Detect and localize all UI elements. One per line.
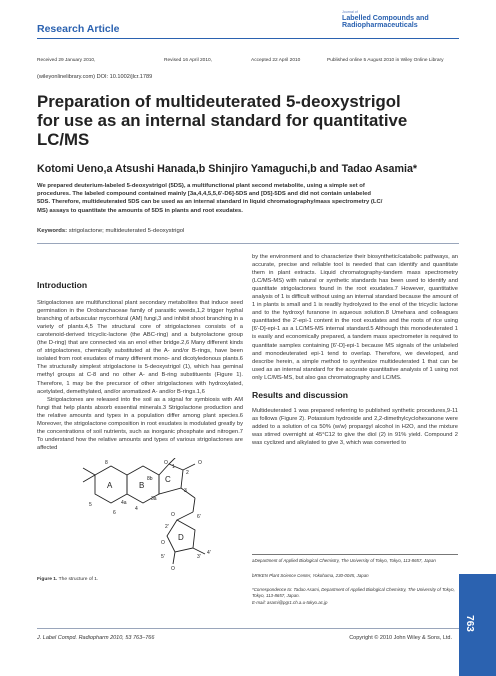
article-title — [37, 92, 462, 150]
received-date: Received 29 January 2010, — [37, 58, 96, 63]
revised-date: Revised 16 April 2010, — [164, 58, 212, 63]
atom-label: O — [171, 566, 175, 570]
keywords-label: Keywords: — [37, 228, 68, 234]
footnote-rule — [252, 554, 458, 555]
ring-label: B — [139, 481, 145, 490]
accepted-date: Accepted 22 April 2010 — [251, 58, 301, 63]
footnote-affiliation-a: aDepartment of Applied Biological Chemistry, The University of Tokyo, Tokyo, 113-8657, Japan — [252, 558, 436, 563]
atom-label: 5 — [89, 502, 92, 508]
atom-label: 1 — [172, 464, 175, 470]
atom-label: 3' — [197, 554, 201, 560]
footer-citation: J. Label Compd. Radiopharm 2010, 53 763–766 — [37, 635, 155, 641]
figure-caption-text: The structure of 1. — [58, 577, 99, 582]
results-heading: Results and discussion — [252, 389, 348, 400]
figure-caption-label: Figure 1. — [37, 577, 58, 582]
header-rule — [37, 38, 459, 39]
abstract-line: procedures. The labeled compound contained mainly [3a,4,4,5,5,6'-D6]-5DS and [D5]-5DS and did not contain unlabeled — [37, 191, 371, 198]
atom-label: 4a — [121, 500, 127, 506]
divider — [37, 243, 459, 244]
atom-label: 3a — [151, 496, 157, 502]
title-line: for use as an internal standard for quantitative — [37, 111, 408, 131]
body-paragraph: by the environment and to characterize their biosynthetic/catabolic pathways, an accurate, precise and reliable tool is needed that can identify and quantitate them in plant extracts. Liquid chromatography-tandem mass spectrometry (LC/MS-MS) with natural or synthetic standards has been used to identify and quantitate strigolactones found in the root exudates.7 However, quantitative analysis of 1 is difficult without using an internal standard because the amount of 1 in plants is small and 1 is readily hydrolyzed to the enol of the tricyclic lactone and to the hydroxyl furanone in aqueous solution.8 Umehara and colleagues quantitated the 2'-epi-1 content in the root exudates and the roots of rice using [6'-D]-epi-1 as a LC/MS-MS internal standard.5 Although this monodeuterated 1 is easily and economically prepared, a tandem mass spectrometer is required to quantitate samples containing [6'-D]-epi-1 because MS signals of the unlabeled and monodeuterated epi-1 tend to overlap. Therefore, we developed, and describe herein, a simple method to synthesize multideuterated 1 that can be used as an internal standard for the accurate quantitative analysis of 1 using not only LC/MS-MS, but also gas chromatography and LC/MS. — [252, 254, 458, 381]
atom-label: 4 — [135, 506, 138, 512]
journal-logo-line-2: Radiopharmaceuticals — [342, 21, 418, 30]
footnote-email: E-mail: asami@pgr1.ch.a.u-tokyo.ac.jp — [252, 600, 328, 605]
title-line: LC/MS — [37, 130, 90, 150]
intro-paragraph: Strigolactones are released into the soil as a signal for symbiosis with AM fungi that help plants absorb essential minerals.3 Strigolactone production and the relative amounts and types in a population differ among plant species.6 Moreover, the strigolactone composition in root exudates is modulated greatly by the concentrations of soil nutrients, such as inorganic phosphate and nitrogen.7 To understand how the relative amounts and types of various strigolactones are affected — [37, 396, 243, 451]
footer-copyright: Copyright © 2010 John Wiley & Sons, Ltd. — [349, 635, 452, 641]
footnote-correspondence: *Correspondence to: Tadao Asami, Department of Applied Biological Chemistry, The University of Tokyo, Tokyo, 113-8657, Japan. — [252, 587, 455, 599]
abstract-line: We prepared deuterium-labeled 5-deoxystrigol (5DS), a multifunctional plant second metabolite, using a simple set of — [37, 183, 365, 189]
journal-logo — [342, 11, 452, 30]
title-line: Preparation of multideuterated 5-deoxystrigol — [37, 92, 401, 111]
intro-heading: Introduction — [37, 280, 88, 290]
atom-label: O — [198, 460, 202, 466]
left-column — [37, 281, 243, 452]
page-number: 763 — [463, 615, 475, 632]
authors: Kotomi Ueno,a Atsushi Hanada,b Shinjiro Yamaguchi,b and Tadao Asamia* — [37, 163, 418, 175]
atom-label: 2' — [165, 524, 169, 530]
results-paragraph: Multideuterated 1 was prepared referring to published synthetic procedures,9-11 as follows (Figure 2). Potassium hydroxide and 2,2-dimethylcyclohexanone were added to a solution of ca 50% (w/w) propargyl alcohol in H2O, and the mixture was stirred overnight at 45°C12 to give the diol (2) in 91% yield. Compound 2 was cyclized and alkylated to give 3, which was converted to — [252, 407, 458, 446]
intro-paragraph: Strigolactones are multifunctional plant secondary metabolites that induce seed germination in the Orobanchaceae family of parasitic weeds,1,2 trigger hyphal branching of arbuscular mycorrhizal (AM) fungi,3 and inhibit shoot branching in a variety of plants.4,5 The structural core of strigolactones consists of a carotenoid-derived tricyclic-lactone (the ABC-ring) and a butyrolactone group (the D-ring) that are connected via an enol ether bridge.2,6 Many different kinds of strigolactones, chemically substituted at the A- and/or B-rings, have been isolated from root exudates of many different mono- and dicotyledonous plants.6 The structurally simplest strigolactone is 5-deoxystrigol (1), which has geminal methyl groups at C-8 and no other A- and B-ring substituents (Figure 1). Therefore, 1 may be the precursor of other strigolactones with hydroxylated, acetylated, demethylated, and/or aromatized A- and/or B-rings.1,6 — [37, 300, 243, 395]
ring-label: D — [178, 533, 184, 542]
atom-label: 6' — [197, 514, 201, 520]
figure-caption — [37, 577, 98, 582]
atom-label: O — [164, 460, 168, 466]
keywords-text: strigolactone; multideuterated 5-deoxystrigol — [68, 228, 185, 234]
figure-1-structure — [65, 458, 220, 570]
abstract-line: 5DS. Therefore, multideuterated 5DS can be used as an internal standard in liquid chromatography/mass spectrometry (LC/ — [37, 199, 383, 206]
atom-label: 6 — [113, 510, 116, 516]
atom-label: 8b — [147, 476, 153, 482]
journal-logo-line-1: Labelled Compounds and — [342, 13, 429, 22]
keywords — [37, 228, 184, 234]
footnote-affiliation-b: bRIKEN Plant Science Center, Yokohama, 230-0045, Japan — [252, 573, 369, 578]
atom-label: 4' — [207, 550, 211, 556]
atom-label: 5' — [161, 554, 165, 560]
atom-label: O — [171, 512, 175, 518]
atom-label: 2 — [186, 470, 189, 476]
abstract — [37, 182, 459, 215]
section-label: Research Article — [37, 23, 120, 35]
journal-logo-small: Journal of — [342, 10, 358, 14]
footer-rule — [37, 628, 459, 629]
abstract-line: MS) assays to quantitate the amounts of 5DS in plants and root exudates. — [37, 207, 243, 214]
atom-label: 3 — [184, 488, 187, 494]
ring-label: A — [107, 481, 113, 490]
atom-label: O — [161, 540, 165, 546]
ring-label: C — [165, 475, 171, 484]
right-column — [252, 253, 458, 447]
page-number-tab — [459, 574, 496, 676]
doi: (wileyonlinelibrary.com) DOI: 10.1002/jlcr.1789 — [37, 74, 153, 80]
published-date: Published online 5 August 2010 in Wiley Online Library — [327, 58, 444, 63]
atom-label: 8 — [105, 460, 108, 466]
